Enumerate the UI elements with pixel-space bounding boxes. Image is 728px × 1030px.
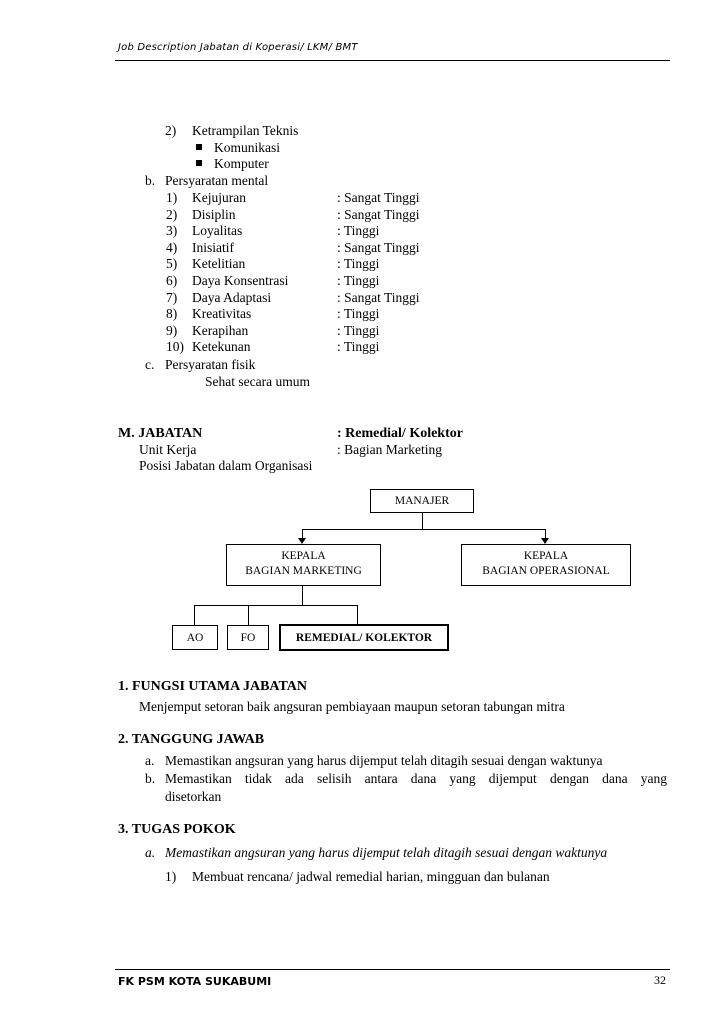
running-header: Job Description Jabatan di Koperasi/ LKM/ BMT	[118, 42, 358, 53]
mental-item-label: Inisiatif	[192, 240, 234, 255]
mental-item-label: Ketekunan	[192, 339, 251, 354]
square-bullet-icon	[196, 144, 202, 150]
org-connector	[302, 586, 303, 605]
mental-item-value: : Tinggi	[337, 256, 380, 271]
jabatan-heading-value: : Remedial/ Kolektor	[337, 426, 463, 441]
section3-heading: 3. TUGAS POKOK	[118, 822, 236, 837]
mental-item-value: : Sangat Tinggi	[337, 290, 420, 305]
mental-item-value: : Tinggi	[337, 306, 380, 321]
physical-marker: c.	[145, 357, 155, 372]
skill-label: Ketrampilan Teknis	[192, 123, 299, 138]
mental-item-value: : Sangat Tinggi	[337, 207, 420, 222]
mental-item-label: Ketelitian	[192, 256, 246, 271]
footer-label: FK PSM KOTA SUKABUMI	[118, 975, 272, 988]
org-connector	[194, 605, 358, 606]
section3-a-marker: a.	[145, 845, 156, 860]
mental-item-value: : Sangat Tinggi	[337, 240, 420, 255]
mental-item-label: Kerapihan	[192, 323, 249, 338]
unit-label: Unit Kerja	[139, 442, 197, 457]
mental-item-value: : Tinggi	[337, 223, 380, 238]
mental-item-value: : Tinggi	[337, 339, 380, 354]
org-connector	[248, 605, 249, 625]
mental-item-value: : Tinggi	[337, 323, 380, 338]
mental-item-label: Disiplin	[192, 207, 236, 222]
org-connector	[194, 605, 195, 625]
mental-item-value: : Tinggi	[337, 273, 380, 288]
section1-heading: 1. FUNGSI UTAMA JABATAN	[118, 679, 308, 694]
section2-b-marker: b.	[145, 771, 156, 786]
mental-item-number: 7)	[166, 290, 178, 305]
mental-item-label: Kreativitas	[192, 306, 252, 321]
mental-title: Persyaratan mental	[165, 173, 269, 188]
mental-item-value: : Sangat Tinggi	[337, 190, 420, 205]
section2-a-marker: a.	[145, 753, 155, 768]
page-number: 32	[654, 973, 666, 987]
section3-a-text: Memastikan angsuran yang harus dijemput telah ditagih sesuai dengan waktunya	[165, 845, 608, 860]
mental-item-label: Daya Adaptasi	[192, 290, 272, 305]
org-connector	[302, 529, 546, 530]
footer-rule	[115, 969, 670, 970]
skill-number: 2)	[165, 123, 177, 138]
mental-item-number: 9)	[166, 323, 178, 338]
header-rule	[115, 60, 670, 61]
section2-b-text-line1: Memastikan tidak ada selisih antara dana yang dijemput dengan dana yang	[165, 771, 667, 786]
mental-item-number: 5)	[166, 256, 178, 271]
mental-item-number: 8)	[166, 306, 178, 321]
mental-marker: b.	[145, 173, 156, 188]
org-box-ao: AO	[172, 625, 218, 650]
section3-item1-num: 1)	[165, 869, 177, 884]
mental-item-label: Loyalitas	[192, 223, 243, 238]
org-box-kepala-operasional: KEPALA BAGIAN OPERASIONAL	[461, 544, 631, 586]
org-box-manajer: MANAJER	[370, 489, 474, 513]
mental-item-number: 3)	[166, 223, 178, 238]
physical-title: Persyaratan fisik	[165, 357, 256, 372]
bullet-item: Komunikasi	[196, 140, 280, 156]
bullet-item: Komputer	[196, 156, 269, 172]
unit-value: : Bagian Marketing	[337, 442, 442, 457]
section1-text: Menjemput setoran baik angsuran pembiayaan maupun setoran tabungan mitra	[139, 699, 565, 714]
jabatan-heading: M. JABATAN	[118, 426, 203, 441]
square-bullet-icon	[196, 160, 202, 166]
org-box-kepala-marketing: KEPALA BAGIAN MARKETING	[226, 544, 381, 586]
mental-item-number: 6)	[166, 273, 178, 288]
org-connector	[422, 513, 423, 529]
section2-b-text-line2: disetorkan	[165, 789, 222, 804]
section3-item1-text: Membuat rencana/ jadwal remedial harian, mingguan dan bulanan	[192, 869, 550, 884]
mental-item-number: 1)	[166, 190, 178, 205]
section2-heading: 2. TANGGUNG JAWAB	[118, 732, 265, 747]
org-connector	[357, 605, 358, 625]
mental-item-label: Kejujuran	[192, 190, 246, 205]
org-box-remedial: REMEDIAL/ KOLEKTOR	[279, 624, 449, 651]
mental-item-number: 2)	[166, 207, 178, 222]
posisi-label: Posisi Jabatan dalam Organisasi	[139, 458, 313, 473]
org-box-fo: FO	[227, 625, 269, 650]
mental-item-label: Daya Konsentrasi	[192, 273, 289, 288]
physical-text: Sehat secara umum	[205, 374, 310, 389]
section2-a-text: Memastikan angsuran yang harus dijemput telah ditagih sesuai dengan waktunya	[165, 753, 603, 768]
mental-item-number: 4)	[166, 240, 178, 255]
mental-item-number: 10)	[166, 339, 184, 354]
